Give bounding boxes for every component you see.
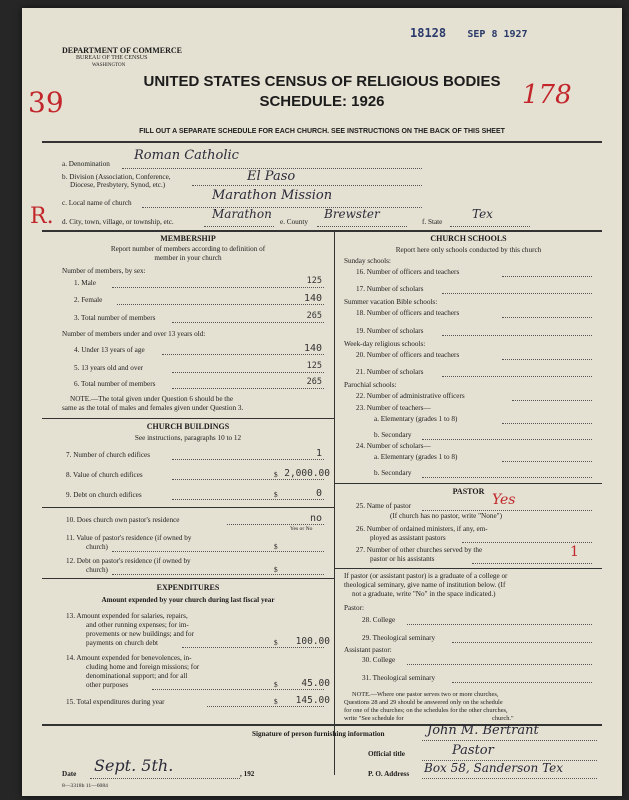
q31-line [452,682,592,683]
q7-value: 1 [315,448,322,459]
q12-dollar: $ [274,566,278,574]
q6-value: 265 [306,377,322,387]
membership-intro-2: member in your church [154,254,222,262]
q30-label: 30. College [362,656,396,664]
expenditures-intro: Amount expended by your church during last fiscal year [101,596,275,604]
q16-line [502,276,592,277]
q9-line [172,499,324,500]
q24a-line [502,461,592,462]
bureau-label: BUREAU OF THE CENSUS [76,55,148,61]
q4-label: 4. Under 13 years of age [74,346,145,354]
q30-line [407,664,592,665]
pastor-note-1: NOTE.—Where one pastor serves two or more churches, [352,691,499,698]
q8-dollar: $ [274,471,278,479]
q22-label: 22. Number of administrative officers [356,392,465,400]
q20-line [502,359,592,360]
pastor-note-4: write "See schedule for [344,715,404,722]
division-label: b. Division (Association, Conference, [62,173,171,181]
signature-value: John M. Bertrant [427,723,539,738]
q13-label-2: and other running expenses; for im- [86,621,189,629]
graduate-text-2: theological seminary, give name of institution below. (If [344,581,506,589]
membership-note-1: NOTE.—The total given under Question 6 should be the [70,395,234,403]
date-label: Date [62,770,77,778]
assistant-sub-label: Assistant pastor: [344,646,392,654]
q11-dollar: $ [274,543,278,551]
q19-line [442,335,592,336]
q15-dollar: $ [274,698,278,706]
department-label: DEPARTMENT OF COMMERCE [62,46,183,55]
q13-value: 100.00 [295,636,330,647]
q29-label: 29. Theological seminary [362,634,436,642]
q29-line [452,642,592,643]
q15-label: 15. Total expenditures during year [66,698,165,706]
q22-line [512,400,592,401]
buildings-bottom-rule [42,578,334,579]
q16-label: 16. Number of officers and teachers [356,268,460,276]
parochial-label: Parochial schools: [344,381,397,389]
q4-line [162,354,324,355]
q2-value: 140 [303,293,322,304]
q23b-line [422,439,592,440]
q11-label-2: church) [86,543,108,551]
q9-label: 9. Debt on church edifices [66,491,142,499]
q14-dollar: $ [274,681,278,689]
q3-label: 3. Total number of members [74,314,156,322]
stamp-number: 18128 [410,26,447,40]
form-number: 8—3318b 11—6084 [62,783,108,789]
q6-label: 6. Total number of members [74,380,156,388]
city-label-field: d. City, town, village, or township, etc. [62,218,174,226]
q8-label: 8. Value of church edifices [66,471,143,479]
q13-label-4: payments on church debt [86,639,159,647]
q17-line [442,293,592,294]
q1-value: 125 [306,276,322,286]
q27-line [472,563,592,564]
q8-line [172,479,324,480]
q25-line [422,510,592,511]
pastor-note-2: Questions 28 and 29 should be answered only on the schedule [344,699,503,706]
section-top-rule [42,230,602,232]
q17-label: 17. Number of scholars [356,285,424,293]
sunday-label: Sunday schools: [344,257,391,265]
q12-label-2: church) [86,566,108,574]
state-label: f. State [422,218,443,226]
age-intro-label: Number of members under and over 13 years old: [62,330,206,338]
q28-label: 28. College [362,616,396,624]
q1-line [112,287,324,288]
q4-value: 140 [303,343,322,354]
city-label: WASHINGTON [92,63,126,68]
summer-label: Summer vacation Bible schools: [344,298,438,306]
denomination-value: Roman Catholic [134,148,239,163]
q1-label: 1. Male [74,279,96,287]
division-value: El Paso [247,169,296,184]
state-line [450,226,530,227]
pastor-note-3: for one of the churches; on the schedules for the other churches, [344,707,508,714]
date-value: Sept. 5th. [94,756,174,775]
local-name-line [142,207,422,208]
q6-line [172,388,324,389]
q25-value: Yes [492,492,516,508]
division-line [192,185,422,186]
q13-dollar: $ [274,639,278,647]
q19-label: 19. Number of scholars [356,327,424,335]
weekday-label: Week-day religious schools: [344,340,426,348]
q9-dollar: $ [274,491,278,499]
q23-label: 23. Number of teachers— [356,404,431,412]
membership-intro-1: Report number of members according to definition of [110,245,266,253]
q13-label-3: provements or new buildings; and for [86,630,194,638]
county-label: e. County [280,218,308,226]
expenditures-title: EXPENDITURES [156,583,220,592]
yes-no-hint: Yes or No [290,526,313,532]
q12-line [112,574,324,575]
q13-label-1: 13. Amount expended for salaries, repairs, [66,612,188,620]
q23a-line [502,423,592,424]
membership-note-2: same as the total of males and females given under Question 3. [62,404,244,412]
q26-label-1: 26. Number of ordained ministers, if any, em- [356,525,488,533]
q10-label: 10. Does church own pastor's residence [66,516,180,524]
buildings-mid-rule [42,507,334,508]
annotation-left-number: 39 [28,86,64,119]
division-label-2: Diocese, Presbytery, Synod, etc.) [70,181,166,189]
q11-line [112,551,324,552]
q24a-label: a. Elementary (grades 1 to 8) [374,453,458,461]
signature-line [422,740,597,741]
q5-label: 5. 13 years old and over [74,364,144,372]
q7-line [172,459,324,460]
membership-bottom-rule [42,418,334,419]
date-line [90,778,240,779]
form-subtitle: SCHEDULE: 1926 [259,93,385,110]
q11-label-1: 11. Value of pastor's residence (if owned by [66,534,192,542]
buildings-title: CHURCH BUILDINGS [146,422,230,431]
q8-value: 2,000.00 [284,468,330,479]
date-year: , 192 [240,770,255,778]
q25-label: 25. Name of pastor [356,502,412,510]
pastor-title: PASTOR [452,487,485,496]
q21-line [442,376,592,377]
q2-label: 2. Female [74,296,103,304]
q14-label-1: 14. Amount expended for benevolences, in- [66,654,192,662]
po-address-value: Box 58, Sanderson Tex [424,761,564,775]
q21-label: 21. Number of scholars [356,368,424,376]
q27-value: 1 [570,544,579,560]
q20-label: 20. Number of officers and teachers [356,351,460,359]
q27-label-2: pastor or his assistants [370,555,435,563]
pastor-mid-rule [335,568,602,569]
q31-label: 31. Theological seminary [362,674,436,682]
census-schedule-sheet [22,8,622,796]
q27-label-1: 27. Number of other churches served by the [356,546,483,554]
q9-value: 0 [315,488,322,499]
q24-label: 24. Number of scholars— [356,442,431,450]
schools-intro: Report here only schools conducted by this church [395,246,542,254]
receipt-stamp [410,26,528,40]
q18-line [502,317,592,318]
q24b-label: b. Secondary [374,469,412,477]
membership-title: MEMBERSHIP [160,234,216,243]
pastor-note-5: church." [492,715,514,722]
form-instruction: FILL OUT A SEPARATE SCHEDULE FOR EACH CHURCH. SEE INSTRUCTIONS ON THE BACK OF THIS SHEET [139,128,505,135]
po-address-line [422,778,597,779]
q24b-line [422,477,592,478]
q14-line [152,689,324,690]
q3-value: 265 [306,311,322,321]
q26-line [462,542,592,543]
po-address-label: P. O. Address [368,770,410,778]
county-value: Brewster [324,207,380,221]
schools-bottom-rule [335,483,602,484]
official-title-value: Pastor [452,743,494,758]
q10-line [227,524,324,525]
q14-label-2: cluding home and foreign missions; for [86,663,200,671]
graduate-text-1: If pastor (or assistant pastor) is a graduate of a college or [344,572,508,580]
local-name-label: c. Local name of church [62,199,132,207]
q7-label: 7. Number of church edifices [66,451,151,459]
denomination-label: a. Denomination [62,160,110,168]
q23a-label: a. Elementary (grades 1 to 8) [374,415,458,423]
annotation-r-mark: R. [30,204,54,229]
form-title: UNITED STATES CENSUS OF RELIGIOUS BODIES [143,73,501,90]
city-value: Marathon [212,207,272,221]
stamp-date: SEP 8 1927 [467,29,528,40]
schools-title: CHURCH SCHOOLS [430,234,507,243]
q15-value: 145.00 [295,695,330,706]
pastor-sub-label: Pastor: [344,604,364,612]
q14-label-3: denominational support; and for all [86,672,188,680]
q5-line [172,372,324,373]
q3-line [172,322,324,323]
q10-value: no [309,513,322,524]
header-rule [42,141,602,143]
q2-line [117,304,324,305]
city-line [204,226,274,227]
buildings-intro: See instructions, paragraphs 10 to 12 [134,434,242,442]
local-name-value: Marathon Mission [212,188,333,203]
q25-note: (If church has no pastor, write "None") [390,512,502,520]
q26-label-2: ployed as assistant pastors [370,534,446,542]
q12-label-1: 12. Debt on pastor's residence (if owned by [66,557,191,565]
q5-value: 125 [306,361,322,371]
q18-label: 18. Number of officers and teachers [356,309,460,317]
column-divider [334,230,335,775]
q13-line [182,647,324,648]
annotation-right-number: 178 [522,80,572,110]
q28-line [407,624,592,625]
q14-value: 45.00 [301,678,330,689]
county-line [317,226,407,227]
signature-label: Signature of person furnishing information [252,730,385,738]
state-value: Tex [472,207,493,221]
official-title-label: Official title [368,750,405,758]
graduate-text-3: not a graduate, write "No" in the space indicated.) [352,590,496,598]
members-by-sex-label: Number of members, by sex: [62,267,146,275]
q23b-label: b. Secondary [374,431,412,439]
q15-line [207,706,324,707]
q14-label-4: other purposes [86,681,129,689]
